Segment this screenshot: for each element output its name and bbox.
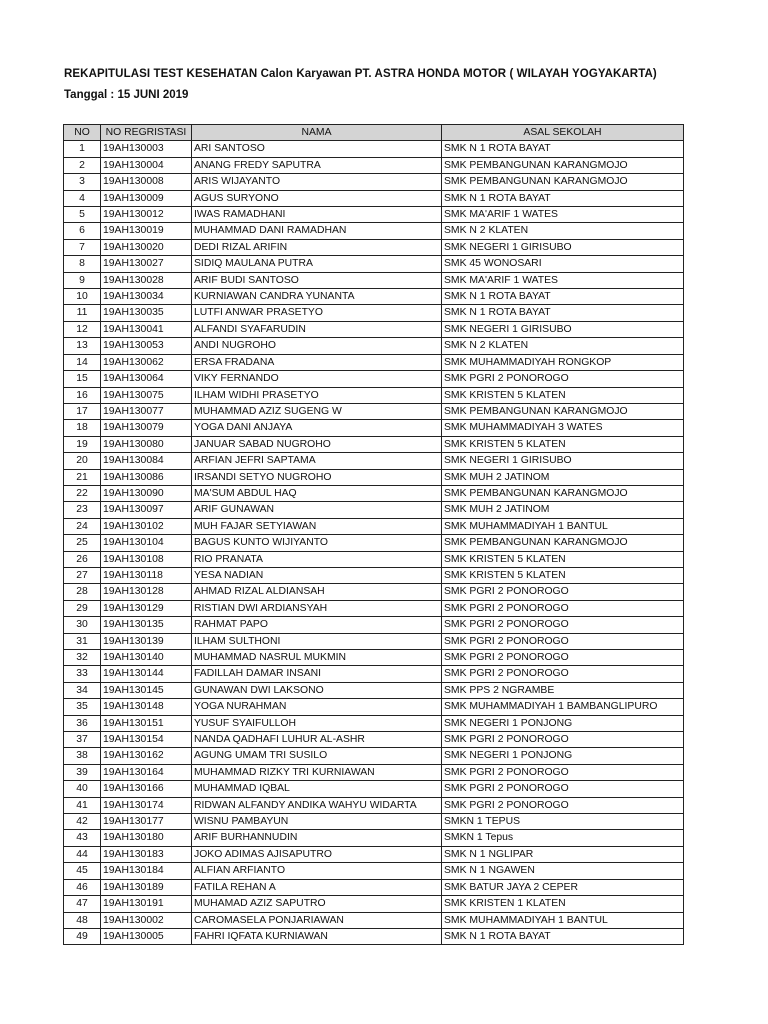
cell-school: SMK PEMBANGUNAN KARANGMOJO bbox=[442, 174, 684, 190]
cell-registration: 19AH130012 bbox=[101, 207, 192, 223]
cell-name: ARIS WIJAYANTO bbox=[192, 174, 442, 190]
cell-no: 13 bbox=[64, 338, 101, 354]
cell-registration: 19AH130177 bbox=[101, 814, 192, 830]
cell-no: 49 bbox=[64, 928, 101, 944]
cell-school: SMK PGRI 2 PONOROGO bbox=[442, 584, 684, 600]
cell-school: SMK MUHAMMADIYAH RONGKOP bbox=[442, 354, 684, 370]
table-row bbox=[64, 321, 684, 337]
table-row bbox=[64, 682, 684, 698]
cell-registration: 19AH130084 bbox=[101, 453, 192, 469]
cell-name: RIDWAN ALFANDY ANDIKA WAHYU WIDARTA bbox=[192, 797, 442, 813]
cell-registration: 19AH130075 bbox=[101, 387, 192, 403]
cell-name: LUTFI ANWAR PRASETYO bbox=[192, 305, 442, 321]
cell-registration: 19AH130104 bbox=[101, 535, 192, 551]
table-row bbox=[64, 584, 684, 600]
cell-name: YUSUF SYAIFULLOH bbox=[192, 715, 442, 731]
table-body bbox=[64, 141, 684, 945]
cell-school: SMK N 1 NGLIPAR bbox=[442, 846, 684, 862]
cell-registration: 19AH130003 bbox=[101, 141, 192, 157]
cell-school: SMK N 1 ROTA BAYAT bbox=[442, 305, 684, 321]
cell-school: SMK PGRI 2 PONOROGO bbox=[442, 617, 684, 633]
cell-no: 2 bbox=[64, 157, 101, 173]
participants-table bbox=[63, 124, 684, 945]
cell-school: SMK PGRI 2 PONOROGO bbox=[442, 666, 684, 682]
table-row bbox=[64, 141, 684, 157]
cell-school: SMKN 1 Tepus bbox=[442, 830, 684, 846]
cell-school: SMK MA'ARIF 1 WATES bbox=[442, 272, 684, 288]
cell-name: KURNIAWAN CANDRA YUNANTA bbox=[192, 289, 442, 305]
table-row bbox=[64, 239, 684, 255]
cell-registration: 19AH130086 bbox=[101, 469, 192, 485]
table-row bbox=[64, 879, 684, 895]
table-row bbox=[64, 256, 684, 272]
cell-registration: 19AH130062 bbox=[101, 354, 192, 370]
cell-name: ANDI NUGROHO bbox=[192, 338, 442, 354]
cell-no: 23 bbox=[64, 502, 101, 518]
cell-school: SMK NEGERI 1 PONJONG bbox=[442, 748, 684, 764]
table-row bbox=[64, 190, 684, 206]
cell-no: 1 bbox=[64, 141, 101, 157]
cell-registration: 19AH130128 bbox=[101, 584, 192, 600]
table-row bbox=[64, 814, 684, 830]
cell-school: SMK N 1 ROTA BAYAT bbox=[442, 190, 684, 206]
table-row bbox=[64, 715, 684, 731]
cell-registration: 19AH130004 bbox=[101, 157, 192, 173]
table-row bbox=[64, 338, 684, 354]
cell-school: SMK 45 WONOSARI bbox=[442, 256, 684, 272]
table-row bbox=[64, 896, 684, 912]
cell-registration: 19AH130191 bbox=[101, 896, 192, 912]
table-row bbox=[64, 420, 684, 436]
cell-registration: 19AH130090 bbox=[101, 485, 192, 501]
table-row bbox=[64, 764, 684, 780]
cell-no: 20 bbox=[64, 453, 101, 469]
cell-name: VIKY FERNANDO bbox=[192, 371, 442, 387]
cell-name: IWAS RAMADHANI bbox=[192, 207, 442, 223]
cell-no: 40 bbox=[64, 781, 101, 797]
cell-no: 26 bbox=[64, 551, 101, 567]
cell-registration: 19AH130189 bbox=[101, 879, 192, 895]
cell-name: ARFIAN JEFRI SAPTAMA bbox=[192, 453, 442, 469]
cell-registration: 19AH130154 bbox=[101, 732, 192, 748]
table-row bbox=[64, 633, 684, 649]
cell-name: MUHAMAD AZIZ SAPUTRO bbox=[192, 896, 442, 912]
cell-no: 12 bbox=[64, 321, 101, 337]
column-header-registration: NO REGRISTASI bbox=[101, 125, 192, 141]
cell-no: 42 bbox=[64, 814, 101, 830]
cell-name: AHMAD RIZAL ALDIANSAH bbox=[192, 584, 442, 600]
table-row bbox=[64, 912, 684, 928]
cell-registration: 19AH130166 bbox=[101, 781, 192, 797]
table-row bbox=[64, 518, 684, 534]
table-row bbox=[64, 863, 684, 879]
cell-school: SMK PGRI 2 PONOROGO bbox=[442, 371, 684, 387]
table-row bbox=[64, 207, 684, 223]
cell-school: SMK KRISTEN 5 KLATEN bbox=[442, 551, 684, 567]
cell-school: SMK N 1 ROTA BAYAT bbox=[442, 141, 684, 157]
cell-registration: 19AH130008 bbox=[101, 174, 192, 190]
cell-no: 11 bbox=[64, 305, 101, 321]
cell-name: RIO PRANATA bbox=[192, 551, 442, 567]
cell-no: 31 bbox=[64, 633, 101, 649]
cell-school: SMK PEMBANGUNAN KARANGMOJO bbox=[442, 403, 684, 419]
cell-name: ILHAM WIDHI PRASETYO bbox=[192, 387, 442, 403]
cell-no: 16 bbox=[64, 387, 101, 403]
cell-registration: 19AH130148 bbox=[101, 699, 192, 715]
cell-registration: 19AH130162 bbox=[101, 748, 192, 764]
cell-registration: 19AH130139 bbox=[101, 633, 192, 649]
cell-registration: 19AH130053 bbox=[101, 338, 192, 354]
cell-no: 44 bbox=[64, 846, 101, 862]
cell-no: 47 bbox=[64, 896, 101, 912]
cell-no: 14 bbox=[64, 354, 101, 370]
cell-registration: 19AH130140 bbox=[101, 650, 192, 666]
cell-name: CAROMASELA PONJARIAWAN bbox=[192, 912, 442, 928]
cell-no: 46 bbox=[64, 879, 101, 895]
cell-school: SMK PGRI 2 PONOROGO bbox=[442, 732, 684, 748]
cell-registration: 19AH130118 bbox=[101, 567, 192, 583]
cell-school: SMK NEGERI 1 GIRISUBO bbox=[442, 321, 684, 337]
cell-school: SMK KRISTEN 5 KLATEN bbox=[442, 567, 684, 583]
cell-no: 36 bbox=[64, 715, 101, 731]
table-row bbox=[64, 403, 684, 419]
cell-no: 25 bbox=[64, 535, 101, 551]
cell-no: 37 bbox=[64, 732, 101, 748]
cell-no: 43 bbox=[64, 830, 101, 846]
cell-registration: 19AH130002 bbox=[101, 912, 192, 928]
cell-name: ARIF BURHANNUDIN bbox=[192, 830, 442, 846]
cell-registration: 19AH130129 bbox=[101, 600, 192, 616]
cell-name: FADILLAH DAMAR INSANI bbox=[192, 666, 442, 682]
cell-registration: 19AH130144 bbox=[101, 666, 192, 682]
table-row bbox=[64, 699, 684, 715]
cell-no: 32 bbox=[64, 650, 101, 666]
table-row bbox=[64, 846, 684, 862]
cell-registration: 19AH130135 bbox=[101, 617, 192, 633]
cell-no: 45 bbox=[64, 863, 101, 879]
cell-name: MUHAMMAD NASRUL MUKMIN bbox=[192, 650, 442, 666]
cell-name: ERSA FRADANA bbox=[192, 354, 442, 370]
cell-registration: 19AH130035 bbox=[101, 305, 192, 321]
cell-name: ILHAM SULTHONI bbox=[192, 633, 442, 649]
cell-school: SMK MUH 2 JATINOM bbox=[442, 502, 684, 518]
cell-school: SMK PEMBANGUNAN KARANGMOJO bbox=[442, 157, 684, 173]
cell-no: 28 bbox=[64, 584, 101, 600]
cell-no: 19 bbox=[64, 436, 101, 452]
cell-no: 17 bbox=[64, 403, 101, 419]
cell-no: 10 bbox=[64, 289, 101, 305]
cell-no: 8 bbox=[64, 256, 101, 272]
table-header-row bbox=[64, 125, 684, 141]
cell-registration: 19AH130102 bbox=[101, 518, 192, 534]
table-row bbox=[64, 732, 684, 748]
cell-registration: 19AH130108 bbox=[101, 551, 192, 567]
cell-registration: 19AH130174 bbox=[101, 797, 192, 813]
table-row bbox=[64, 272, 684, 288]
cell-registration: 19AH130145 bbox=[101, 682, 192, 698]
cell-registration: 19AH130080 bbox=[101, 436, 192, 452]
cell-name: RAHMAT PAPO bbox=[192, 617, 442, 633]
cell-name: YOGA NURAHMAN bbox=[192, 699, 442, 715]
cell-school: SMK N 1 ROTA BAYAT bbox=[442, 289, 684, 305]
cell-no: 15 bbox=[64, 371, 101, 387]
cell-no: 38 bbox=[64, 748, 101, 764]
cell-name: AGUNG UMAM TRI SUSILO bbox=[192, 748, 442, 764]
cell-no: 18 bbox=[64, 420, 101, 436]
table-row bbox=[64, 502, 684, 518]
cell-school: SMK PEMBANGUNAN KARANGMOJO bbox=[442, 535, 684, 551]
table-row bbox=[64, 781, 684, 797]
cell-school: SMK KRISTEN 5 KLATEN bbox=[442, 387, 684, 403]
cell-name: MUHAMMAD AZIZ SUGENG W bbox=[192, 403, 442, 419]
cell-name: ANANG FREDY SAPUTRA bbox=[192, 157, 442, 173]
cell-name: JANUAR SABAD NUGROHO bbox=[192, 436, 442, 452]
table-row bbox=[64, 485, 684, 501]
cell-school: SMK MUHAMMADIYAH 1 BAMBANGLIPURO bbox=[442, 699, 684, 715]
cell-registration: 19AH130180 bbox=[101, 830, 192, 846]
cell-no: 21 bbox=[64, 469, 101, 485]
cell-no: 27 bbox=[64, 567, 101, 583]
cell-name: GUNAWAN DWI LAKSONO bbox=[192, 682, 442, 698]
table-row bbox=[64, 666, 684, 682]
cell-name: WISNU PAMBAYUN bbox=[192, 814, 442, 830]
cell-no: 30 bbox=[64, 617, 101, 633]
table-row bbox=[64, 617, 684, 633]
cell-registration: 19AH130064 bbox=[101, 371, 192, 387]
cell-registration: 19AH130164 bbox=[101, 764, 192, 780]
cell-name: MUHAMMAD DANI RAMADHAN bbox=[192, 223, 442, 239]
table-row bbox=[64, 387, 684, 403]
document-date: Tanggal : 15 JUNI 2019 bbox=[64, 89, 189, 101]
table-row bbox=[64, 600, 684, 616]
table-row bbox=[64, 748, 684, 764]
cell-registration: 19AH130027 bbox=[101, 256, 192, 272]
cell-school: SMK NEGERI 1 PONJONG bbox=[442, 715, 684, 731]
cell-school: SMK N 1 ROTA BAYAT bbox=[442, 928, 684, 944]
cell-no: 39 bbox=[64, 764, 101, 780]
table-row bbox=[64, 469, 684, 485]
column-header-name: NAMA bbox=[192, 125, 442, 141]
cell-school: SMK N 2 KLATEN bbox=[442, 338, 684, 354]
cell-school: SMK PEMBANGUNAN KARANGMOJO bbox=[442, 485, 684, 501]
cell-no: 41 bbox=[64, 797, 101, 813]
cell-registration: 19AH130097 bbox=[101, 502, 192, 518]
cell-registration: 19AH130041 bbox=[101, 321, 192, 337]
cell-name: DEDI RIZAL ARIFIN bbox=[192, 239, 442, 255]
table-row bbox=[64, 797, 684, 813]
cell-name: MUHAMMAD IQBAL bbox=[192, 781, 442, 797]
cell-name: IRSANDI SETYO NUGROHO bbox=[192, 469, 442, 485]
cell-school: SMK MUHAMMADIYAH 1 BANTUL bbox=[442, 518, 684, 534]
cell-name: BAGUS KUNTO WIJIYANTO bbox=[192, 535, 442, 551]
cell-school: SMK BATUR JAYA 2 CEPER bbox=[442, 879, 684, 895]
cell-name: YOGA DANI ANJAYA bbox=[192, 420, 442, 436]
column-header-no: NO bbox=[64, 125, 101, 141]
cell-registration: 19AH130005 bbox=[101, 928, 192, 944]
cell-no: 7 bbox=[64, 239, 101, 255]
cell-no: 48 bbox=[64, 912, 101, 928]
cell-name: ARI SANTOSO bbox=[192, 141, 442, 157]
cell-registration: 19AH130079 bbox=[101, 420, 192, 436]
table-row bbox=[64, 289, 684, 305]
cell-name: AGUS SURYONO bbox=[192, 190, 442, 206]
cell-name: FATILA REHAN A bbox=[192, 879, 442, 895]
cell-no: 34 bbox=[64, 682, 101, 698]
cell-name: MA'SUM ABDUL HAQ bbox=[192, 485, 442, 501]
cell-no: 35 bbox=[64, 699, 101, 715]
cell-no: 4 bbox=[64, 190, 101, 206]
cell-name: ARIF BUDI SANTOSO bbox=[192, 272, 442, 288]
cell-no: 33 bbox=[64, 666, 101, 682]
table-row bbox=[64, 830, 684, 846]
cell-school: SMK PGRI 2 PONOROGO bbox=[442, 781, 684, 797]
cell-name: ARIF GUNAWAN bbox=[192, 502, 442, 518]
cell-school: SMK KRISTEN 5 KLATEN bbox=[442, 436, 684, 452]
cell-no: 29 bbox=[64, 600, 101, 616]
cell-registration: 19AH130020 bbox=[101, 239, 192, 255]
table-row bbox=[64, 223, 684, 239]
cell-no: 6 bbox=[64, 223, 101, 239]
cell-name: RISTIAN DWI ARDIANSYAH bbox=[192, 600, 442, 616]
table-row bbox=[64, 928, 684, 944]
cell-name: NANDA QADHAFI LUHUR AL-ASHR bbox=[192, 732, 442, 748]
cell-school: SMK PGRI 2 PONOROGO bbox=[442, 600, 684, 616]
cell-school: SMK PGRI 2 PONOROGO bbox=[442, 764, 684, 780]
cell-name: MUHAMMAD RIZKY TRI KURNIAWAN bbox=[192, 764, 442, 780]
cell-name: ALFANDI SYAFARUDIN bbox=[192, 321, 442, 337]
cell-no: 3 bbox=[64, 174, 101, 190]
table-row bbox=[64, 453, 684, 469]
cell-name: MUH FAJAR SETYIAWAN bbox=[192, 518, 442, 534]
cell-registration: 19AH130184 bbox=[101, 863, 192, 879]
table-row bbox=[64, 535, 684, 551]
cell-school: SMK MUHAMMADIYAH 3 WATES bbox=[442, 420, 684, 436]
cell-school: SMK N 1 NGAWEN bbox=[442, 863, 684, 879]
cell-no: 24 bbox=[64, 518, 101, 534]
cell-school: SMK PPS 2 NGRAMBE bbox=[442, 682, 684, 698]
cell-registration: 19AH130009 bbox=[101, 190, 192, 206]
table-row bbox=[64, 551, 684, 567]
cell-registration: 19AH130151 bbox=[101, 715, 192, 731]
column-header-school: ASAL SEKOLAH bbox=[442, 125, 684, 141]
table-row bbox=[64, 436, 684, 452]
cell-name: ALFIAN ARFIANTO bbox=[192, 863, 442, 879]
cell-school: SMK NEGERI 1 GIRISUBO bbox=[442, 239, 684, 255]
table-row bbox=[64, 305, 684, 321]
table-row bbox=[64, 354, 684, 370]
cell-registration: 19AH130028 bbox=[101, 272, 192, 288]
cell-school: SMK PGRI 2 PONOROGO bbox=[442, 797, 684, 813]
document-title: REKAPITULASI TEST KESEHATAN Calon Karyawan PT. ASTRA HONDA MOTOR ( WILAYAH YOGYAKARTA) bbox=[64, 68, 657, 80]
cell-school: SMK NEGERI 1 GIRISUBO bbox=[442, 453, 684, 469]
cell-name: YESA NADIAN bbox=[192, 567, 442, 583]
cell-no: 22 bbox=[64, 485, 101, 501]
table-row bbox=[64, 567, 684, 583]
cell-school: SMK MUHAMMADIYAH 1 BANTUL bbox=[442, 912, 684, 928]
cell-school: SMK PGRI 2 PONOROGO bbox=[442, 650, 684, 666]
cell-school: SMK PGRI 2 PONOROGO bbox=[442, 633, 684, 649]
cell-name: SIDIQ MAULANA PUTRA bbox=[192, 256, 442, 272]
table-row bbox=[64, 371, 684, 387]
table-row bbox=[64, 650, 684, 666]
cell-no: 9 bbox=[64, 272, 101, 288]
cell-school: SMK MA'ARIF 1 WATES bbox=[442, 207, 684, 223]
table-row bbox=[64, 157, 684, 173]
cell-school: SMK KRISTEN 1 KLATEN bbox=[442, 896, 684, 912]
cell-registration: 19AH130183 bbox=[101, 846, 192, 862]
cell-registration: 19AH130034 bbox=[101, 289, 192, 305]
cell-registration: 19AH130019 bbox=[101, 223, 192, 239]
cell-name: JOKO ADIMAS AJISAPUTRO bbox=[192, 846, 442, 862]
cell-name: FAHRI IQFATA KURNIAWAN bbox=[192, 928, 442, 944]
table-row bbox=[64, 174, 684, 190]
cell-school: SMK MUH 2 JATINOM bbox=[442, 469, 684, 485]
cell-school: SMKN 1 TEPUS bbox=[442, 814, 684, 830]
cell-no: 5 bbox=[64, 207, 101, 223]
cell-school: SMK N 2 KLATEN bbox=[442, 223, 684, 239]
cell-registration: 19AH130077 bbox=[101, 403, 192, 419]
